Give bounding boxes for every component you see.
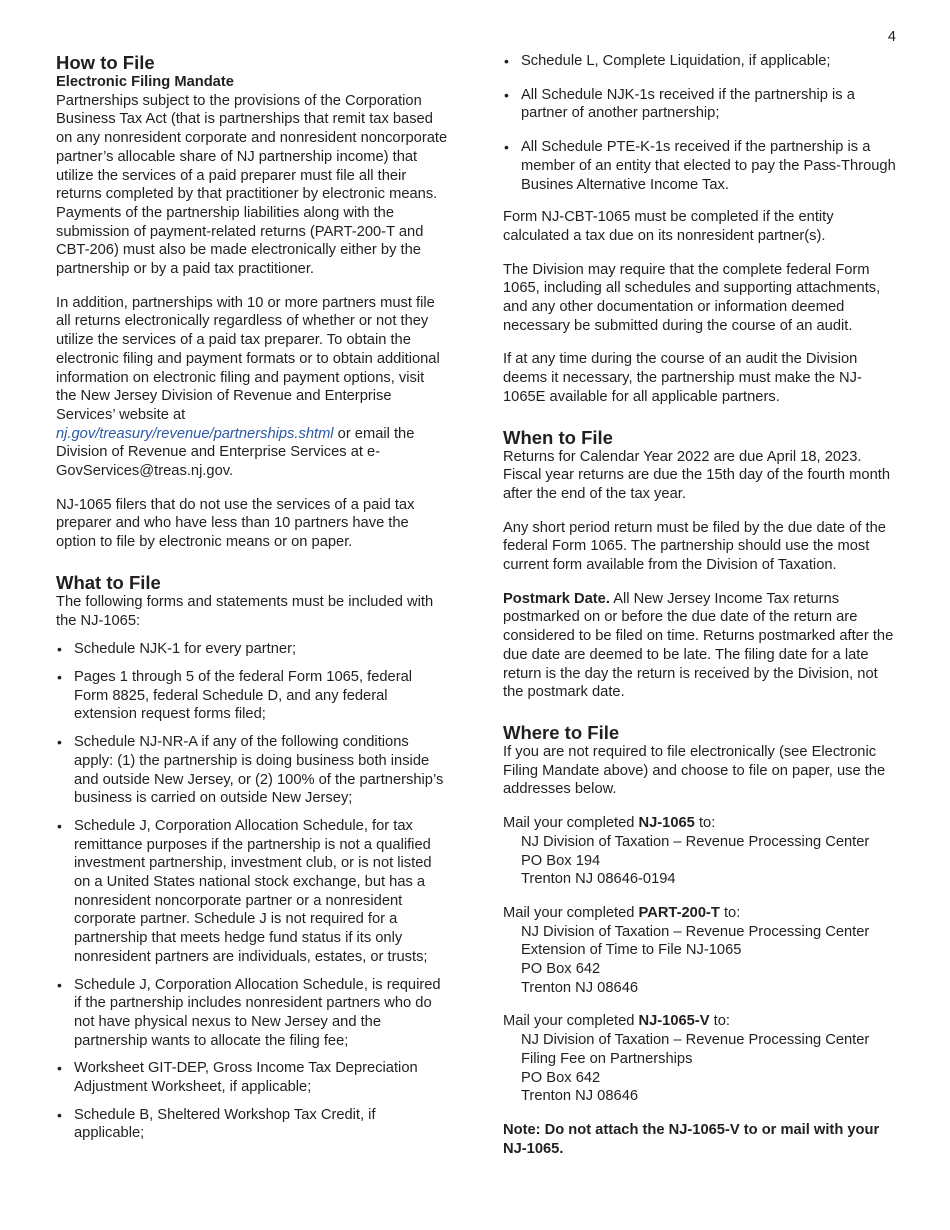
address-line: Trenton NJ 08646	[521, 979, 639, 996]
address-line: Trenton NJ 08646	[521, 1088, 639, 1105]
postmark-paragraph: Postmark Date. All New Jersey Income Tax returns postmarked on or before the due date of the return are considered to be filed on time. Returns postmarked after the due date are deemed to be late. The filing date for a late return is the day the return is received by the Division, not the postmark date.	[503, 590, 894, 701]
how-to-file-paragraph-3: NJ-1065 filers that do not use the services of a paid tax preparer and who have less than 10 partners have the option to file by electronic means or on paper.	[56, 496, 415, 551]
what-to-file-intro: The following forms and statements must be included with the NJ-1065:	[56, 593, 434, 629]
list-item: • Schedule B, Sheltered Workshop Tax Credit, if applicable;	[56, 1106, 448, 1143]
address-line: NJ Division of Taxation – Revenue Processing Center	[521, 923, 870, 940]
when-to-file-paragraph-2: Any short period return must be filed by the due date of the federal Form 1065. The partnership should use the most current form available from the Division of Taxation.	[503, 519, 886, 574]
list-item: • Worksheet GIT-DEP, Gross Income Tax Depreciation Adjustment Worksheet, if applicable;	[56, 1059, 448, 1096]
address-line: NJ Division of Taxation – Revenue Processing Center	[521, 833, 870, 850]
address-line: Filing Fee on Partnerships	[521, 1050, 693, 1067]
address-line: PO Box 642	[521, 961, 601, 978]
mail-block-nj-1065-v: Mail your completed NJ-1065-V to: NJ Division of Taxation – Revenue Processing Center Filing Fee on Partnerships PO Box 642 Trenton NJ 08646	[503, 1012, 898, 1106]
electronic-filing-mandate-subheading: Electronic Filing Mandate	[56, 74, 234, 90]
list-item: • Schedule J, Corporation Allocation Schedule, for tax remittance purposes if the partnership is not a qualified investment partnership, investment club, or is not listed on a United States national stock exchange, but has a nonresident noncorporate partner or a nonresident corporate partner. Schedule J is not required for a partnership that meets hedge fund status if its only nonresident partners are individuals, estates, or trusts;	[56, 817, 448, 967]
list-item: • Schedule NJ-NR-A if any of the following conditions apply: (1) the partnership is doing business both inside and outside New Jersey, or (2) 100% of the partnership’s business is carried on outside New Jersey;	[56, 733, 448, 808]
where-to-file-heading: Where to File	[503, 721, 620, 743]
address-line: PO Box 642	[521, 1069, 601, 1086]
address-line: Extension of Time to File NJ-1065	[521, 942, 742, 959]
mail-block-nj-1065: Mail your completed NJ-1065 to: NJ Division of Taxation – Revenue Processing Center PO Box 194 Trenton NJ 08646-0194	[503, 814, 898, 889]
list-item: • Pages 1 through 5 of the federal Form 1065, federal Form 8825, federal Schedule D, and any federal extension request forms filed;	[56, 668, 448, 724]
cbt-paragraph: Form NJ-CBT-1065 must be completed if the entity calculated a tax due on its nonresident partner(s).	[503, 209, 834, 244]
page-number: 4	[887, 29, 896, 45]
address-line: Trenton NJ 08646-0194	[521, 871, 676, 888]
partnerships-link[interactable]: nj.gov/treasury/revenue/partnerships.shtml	[56, 425, 334, 442]
what-to-file-list-right	[503, 52, 898, 194]
postmark-label: Postmark Date.	[503, 590, 610, 607]
list-item: • Schedule J, Corporation Allocation Schedule, is required if the partnership includes nonresident partners who do not have physical nexus to New Jersey and the partnership wants to allocate the filing fee;	[56, 976, 448, 1051]
list-item: • Schedule L, Complete Liquidation, if applicable;	[503, 52, 898, 71]
how-to-file-paragraph-2: In addition, partnerships with 10 or more partners must file all returns electronically regardless of whether or not they utilize the services of a paid tax preparer. To obtain the electronic filing and payment formats or to obtain additional information on electronic filing and payment options, visit the New Jersey Division of Revenue and Enterprise Services’ website at nj.gov/treasury/revenue/partnerships.shtml or email the Division of Revenue and Enterprise Services at e-GovServices@treas.nj.gov.	[56, 294, 440, 480]
list-item: • All Schedule NJK-1s received if the partnership is a partner of another partnership;	[503, 86, 898, 123]
division-paragraph: The Division may require that the complete federal Form 1065, including all schedules and supporting attachments, and any other documentation or information deemed necessary be submitted during the course of an audit.	[503, 261, 881, 334]
left-column	[56, 52, 448, 1152]
when-to-file-paragraph-1: Returns for Calendar Year 2022 are due April 18, 2023. Fiscal year returns are due the 15th day of the fourth month after the end of the tax year.	[503, 448, 890, 502]
address-line: NJ Division of Taxation – Revenue Processing Center	[521, 1032, 870, 1049]
list-item: • Schedule NJK-1 for every partner;	[56, 640, 448, 659]
how-to-file-paragraph-1: Partnerships subject to the provisions of the Corporation Business Tax Act (that is partnerships that remit tax based on any nonresident corporate and nonresident noncorporate partner’s allocable share of NJ partnership income) that utilize the services of a paid preparer must file all their returns completed by that practitioner by electronic means. Payments of the partnership liabilities along with the submission of payment-related returns (PART-200-T and CBT-206) must also be made electronically either by the partnership or by a paid tax practitioner.	[56, 92, 448, 278]
audit-paragraph: If at any time during the course of an audit the Division deems it necessary, the partnership must make the NJ-1065E available for all applicable partners.	[503, 351, 862, 405]
what-to-file-heading: What to File	[56, 571, 161, 593]
what-to-file-list-left	[56, 640, 448, 1143]
list-item: • All Schedule PTE-K-1s received if the partnership is a member of an entity that elected to pay the Pass-Through Busines Alternative Income Tax.	[503, 138, 898, 194]
how-to-file-heading: How to File	[56, 52, 155, 73]
mail-block-part-200-t: Mail your completed PART-200-T to: NJ Division of Taxation – Revenue Processing Center Extension of Time to File NJ-1065 PO Box 642 Trenton NJ 08646	[503, 904, 898, 998]
where-to-file-intro: If you are not required to file electronically (see Electronic Filing Mandate above) and choose to file on paper, use the addresses below.	[503, 743, 886, 798]
address-line: PO Box 194	[521, 852, 601, 869]
mailing-note: Note: Do not attach the NJ-1065-V to or mail with your NJ-1065.	[503, 1121, 880, 1157]
right-column	[503, 52, 898, 1173]
when-to-file-heading: When to File	[503, 426, 613, 448]
